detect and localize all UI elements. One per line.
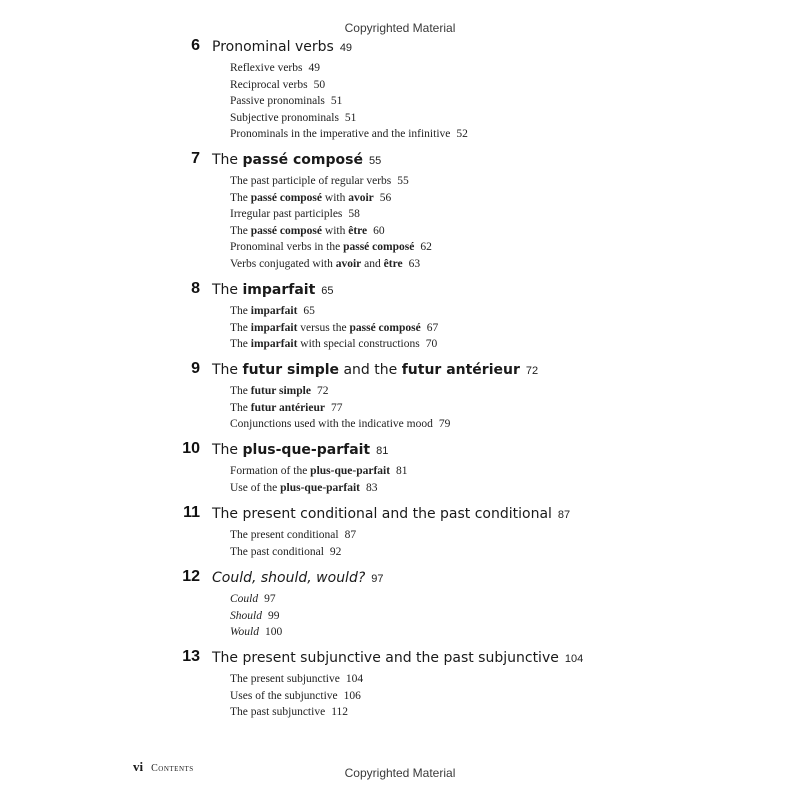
section-title-text: with (322, 191, 349, 204)
chapter-title-text: Could, should, would? (212, 570, 366, 586)
section-list (0, 383, 800, 433)
section-title-text: passé composé (250, 224, 323, 237)
section-entry (230, 110, 800, 127)
chapter-title-text: The (212, 362, 243, 378)
chapter-page-number: 81 (376, 445, 389, 457)
page-folio: vi (133, 759, 144, 774)
section-page-number: 81 (396, 465, 408, 477)
chapter-page-number: 72 (525, 365, 539, 377)
chapter-page-number: 65 (321, 285, 334, 297)
chapter-number: 13 (182, 648, 200, 665)
section-page-number: 100 (264, 626, 283, 638)
section-title-text: passé composé (349, 321, 421, 334)
chapter-title-text: passé composé (242, 152, 363, 168)
chapter-number: 9 (191, 360, 200, 377)
section-entry (230, 173, 800, 190)
section-title-text: Passive pronominals (230, 95, 325, 107)
chapter-entry (0, 279, 800, 353)
section-entry (230, 190, 800, 207)
section-title-text: The (230, 321, 251, 334)
chapter-heading (0, 503, 800, 527)
section-title-text: passé composé (343, 241, 415, 253)
section-page-number: 62 (420, 241, 432, 253)
section-title-text: with (322, 224, 349, 237)
section-title-text: The (230, 338, 251, 350)
chapter-heading (0, 439, 800, 463)
section-title-text: The past subjunctive (230, 706, 326, 718)
section-entry (230, 60, 800, 77)
chapter-title-text: plus-que-parfait (242, 442, 371, 458)
section-title-text: The past participle of regular verbs (230, 175, 392, 187)
section-title-text: and (361, 257, 384, 270)
chapter-page-number: 49 (339, 42, 353, 54)
section-page-number: 87 (344, 529, 357, 541)
chapter-number: 8 (191, 280, 200, 297)
chapter-entry (0, 36, 800, 143)
section-entry (230, 463, 800, 480)
chapter-title (212, 648, 583, 669)
section-entry (230, 544, 800, 561)
chapter-title-text: Pronominal verbs (212, 39, 334, 55)
section-title-text: The (230, 224, 251, 237)
chapter-heading (0, 647, 800, 671)
chapter-number: 10 (182, 440, 200, 457)
section-title-text: The present conditional (230, 529, 339, 541)
section-page-number: 58 (348, 208, 360, 220)
section-entry (230, 591, 800, 608)
section-title-text: Subjective pronominals (230, 111, 339, 124)
section-entry (230, 527, 800, 544)
chapter-number: 6 (191, 37, 200, 54)
section-title-text: Conjunctions used with the indicative mood (230, 418, 433, 430)
chapter-page-number: 97 (371, 573, 384, 585)
copyright-watermark-top: Copyrighted Material (344, 21, 456, 35)
section-page-number: 65 (303, 305, 315, 317)
section-title-text: imparfait (250, 305, 298, 317)
section-list (0, 303, 800, 353)
copyright-watermark-bottom: Copyrighted Material (344, 766, 456, 780)
section-page-number: 55 (397, 175, 409, 187)
section-title-text: plus-que-parfait (280, 481, 361, 494)
chapter-title-text: The present subjunctive and the past subjunctive (212, 650, 559, 666)
section-title-text: futur antérieur (250, 401, 325, 414)
section-entry (230, 303, 800, 320)
chapter-title-text: The (212, 152, 243, 168)
section-title-text: être (383, 257, 403, 270)
chapter-title (212, 37, 352, 58)
chapter-entry (0, 359, 800, 433)
section-entry (230, 336, 800, 353)
section-title-text: The (230, 385, 251, 397)
section-list (0, 591, 800, 641)
chapter-title-text: futur simple (242, 362, 340, 378)
section-title-text: Formation of the (230, 465, 311, 477)
section-page-number: 51 (330, 95, 343, 107)
chapter-heading (0, 149, 800, 173)
section-entry (230, 256, 800, 273)
section-page-number: 67 (426, 321, 439, 334)
section-title-text: Could (230, 593, 259, 605)
section-title-text: imparfait (250, 338, 298, 350)
section-title-text: versus the (297, 321, 350, 334)
chapter-number: 12 (182, 568, 200, 585)
section-entry (230, 383, 800, 400)
section-page-number: 106 (343, 689, 361, 702)
section-list (0, 463, 800, 496)
section-page-number: 49 (308, 62, 320, 74)
section-title-text: The present subjunctive (230, 673, 340, 685)
section-entry (230, 206, 800, 223)
section-title-text: Uses of the subjunctive (230, 689, 338, 702)
section-page-number: 51 (344, 111, 357, 124)
chapter-title (212, 360, 538, 381)
section-title-text: Reciprocal verbs (230, 78, 308, 91)
chapter-number: 7 (191, 150, 200, 167)
section-title-text: Irregular past participles (230, 208, 343, 220)
section-page-number: 112 (331, 706, 349, 718)
section-page-number: 72 (316, 385, 329, 397)
section-title-text: passé composé (250, 191, 323, 204)
section-title-text: The (230, 191, 251, 204)
chapter-entry (0, 503, 800, 560)
section-title-text: avoir (335, 257, 362, 270)
section-page-number: 56 (379, 191, 392, 204)
chapter-number: 11 (183, 504, 200, 521)
section-page-number: 99 (267, 609, 280, 622)
section-title-text: Pronominals in the imperative and the infinitive (230, 128, 451, 140)
chapter-title-text: The (212, 282, 243, 298)
chapter-title (212, 504, 570, 525)
section-title-text: Use of the (230, 481, 281, 494)
section-title-text: Reflexive verbs (230, 62, 303, 74)
section-title-text: The (230, 305, 251, 317)
section-list (0, 527, 800, 560)
chapter-heading (0, 359, 800, 383)
section-page-number: 92 (329, 545, 342, 558)
section-page-number: 50 (313, 78, 326, 91)
section-entry (230, 704, 800, 721)
chapter-title-text: imparfait (242, 282, 316, 298)
section-title-text: être (348, 224, 368, 237)
section-entry (230, 688, 800, 705)
chapter-title (212, 150, 381, 171)
chapter-title-text: and the (339, 362, 402, 378)
chapter-page-number: 87 (557, 509, 571, 521)
section-entry (230, 223, 800, 240)
section-entry (230, 400, 800, 417)
section-page-number: 63 (408, 257, 421, 270)
section-entry (230, 671, 800, 688)
section-title-text: plus-que-parfait (310, 465, 391, 477)
section-list (0, 671, 800, 721)
section-page-number: 97 (264, 593, 276, 605)
section-title-text: Would (230, 626, 259, 638)
section-page-number: 70 (425, 338, 438, 350)
chapter-title-text: The (212, 442, 243, 458)
section-title-text: imparfait (250, 321, 298, 334)
section-title-text: The past conditional (230, 545, 324, 558)
section-list (0, 173, 800, 272)
section-page-number: 79 (438, 418, 451, 430)
section-page-number: 60 (373, 224, 385, 237)
chapter-title (212, 440, 388, 461)
chapter-entry (0, 567, 800, 641)
chapter-heading (0, 279, 800, 303)
section-title-text: avoir (348, 191, 374, 204)
chapter-page-number: 55 (368, 155, 382, 167)
chapter-title-text: futur antérieur (401, 362, 520, 378)
section-page-number: 83 (366, 481, 378, 494)
running-head: Contents (151, 763, 194, 774)
chapter-title (212, 280, 334, 301)
section-title-text: with special constructions (297, 338, 420, 350)
section-entry (230, 77, 800, 94)
section-entry (230, 93, 800, 110)
section-entry (230, 624, 800, 641)
section-entry (230, 239, 800, 256)
chapter-entry (0, 149, 800, 272)
chapter-page-number: 104 (564, 653, 584, 665)
section-entry (230, 416, 800, 433)
section-list (0, 60, 800, 143)
section-title-text: Pronominal verbs in the (230, 241, 344, 253)
section-page-number: 77 (330, 401, 343, 414)
section-page-number: 52 (456, 128, 468, 140)
section-entry (230, 320, 800, 337)
section-title-text: The (230, 401, 251, 414)
chapter-heading (0, 36, 800, 60)
chapter-entry (0, 439, 800, 496)
section-entry (230, 608, 800, 625)
chapter-title (212, 568, 384, 589)
section-title-text: Should (230, 609, 262, 622)
section-entry (230, 480, 800, 497)
section-page-number: 104 (345, 673, 364, 685)
chapter-entry (0, 647, 800, 721)
section-title-text: Verbs conjugated with (230, 257, 336, 270)
chapter-title-text: The present conditional and the past conditional (212, 506, 552, 522)
section-title-text: futur simple (250, 385, 311, 397)
chapter-heading (0, 567, 800, 591)
section-entry (230, 126, 800, 143)
